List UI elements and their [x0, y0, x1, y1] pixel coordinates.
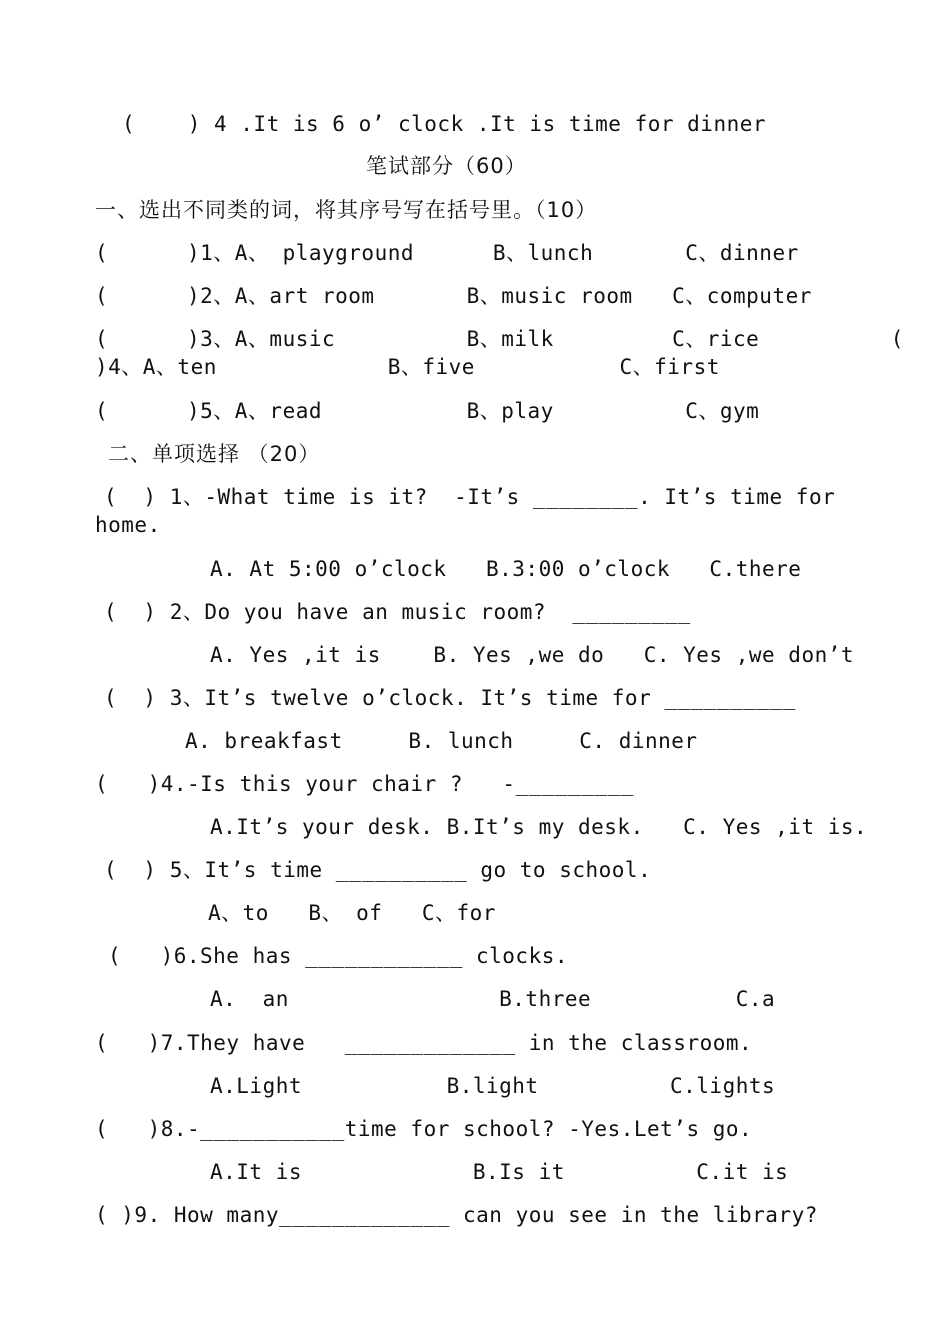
question-line: ( )6.She has ____________ clocks. — [108, 944, 569, 968]
section-2-heading: 二、单项选择 （20） — [108, 442, 321, 466]
question-line: ( ) 1、-What time is it? -It’s ________. It’s time for — [104, 485, 836, 509]
question-line: ( )2、A、art room B、music room C、computer — [95, 284, 812, 308]
answer-options: A.It’s your desk. B.It’s my desk. C. Yes ,it is. — [210, 815, 868, 839]
answer-options: A.It is B.Is it C.it is — [210, 1160, 789, 1184]
question-line: ( ) 5、It’s time __________ go to school. — [104, 858, 652, 882]
question-line: ( )7.They have _____________ in the classroom. — [95, 1031, 753, 1055]
answer-options: A、to B、 of C、for — [208, 901, 496, 925]
answer-options: A. an B.three C.a — [210, 987, 776, 1011]
question-line: ( ) 2、Do you have an music room? _________ — [104, 600, 691, 624]
question-line: ( )5、A、read B、play C、gym — [95, 399, 760, 423]
question-line: )4、A、ten B、five C、first — [95, 355, 720, 379]
question-line: ( )8.-___________time for school? -Yes.Let’s go. — [95, 1117, 753, 1141]
question-line: ( )1、A、 playground B、lunch C、dinner — [95, 241, 799, 265]
question-line-continued: home. — [95, 513, 161, 537]
answer-options: A.Light B.light C.lights — [210, 1074, 776, 1098]
question-line: ( ) 3、It’s twelve o’clock. It’s time for __________ — [104, 686, 796, 710]
answer-options: A. At 5:00 o’clock B.3:00 o’clock C.there — [210, 557, 802, 581]
answer-options: A. breakfast B. lunch C. dinner — [185, 729, 698, 753]
question-line: ( )3、A、music B、milk C、rice ( — [95, 327, 904, 351]
question-line: ( )4.-Is this your chair ? -_________ — [95, 772, 634, 796]
question-line-listening-4: ( ) 4 .It is 6 o’ clock .It is time for dinner — [122, 112, 767, 136]
written-section-title: 笔试部分（60） — [366, 154, 527, 178]
answer-options: A. Yes ,it is B. Yes ,we do C. Yes ,we don’t — [210, 643, 855, 667]
question-line: ( )9. How many_____________ can you see in the library? — [95, 1203, 818, 1227]
section-1-heading: 一、选出不同类的词，将其序号写在括号里。（10） — [95, 198, 598, 222]
